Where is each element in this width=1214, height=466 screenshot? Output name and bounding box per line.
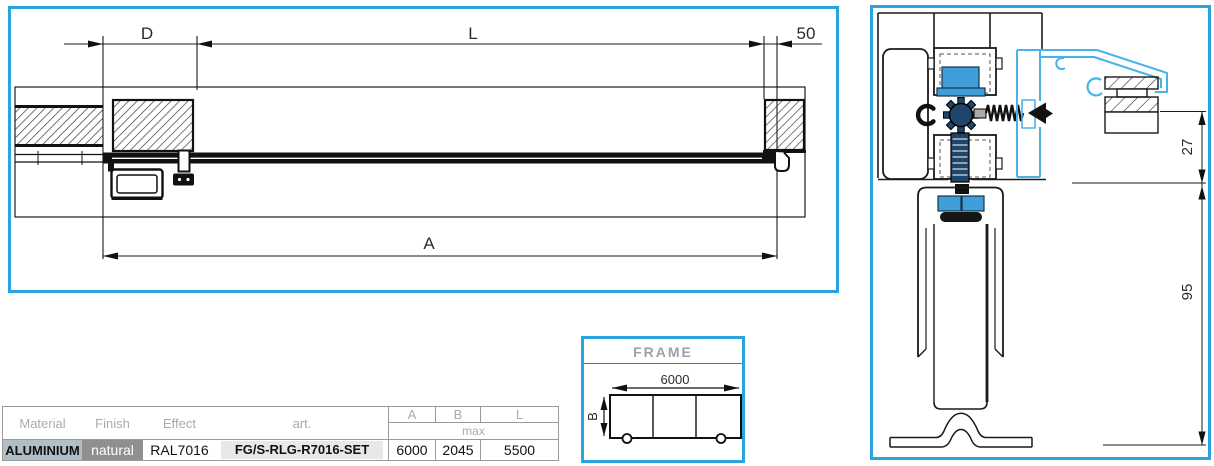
spec-table-left-section [3,407,388,460]
leaf-gasket-roller [938,196,984,222]
header-art: art. [292,415,312,431]
dim-label-b: B [585,412,600,421]
header-b: B [435,407,481,422]
value-art [216,440,388,460]
value-effect: RAL7016 [150,442,209,459]
dim-label-d: D [140,24,154,43]
value-a: 6000 [396,442,428,458]
spec-table-abl-values [389,439,558,460]
frame-schematic [610,395,741,438]
dim-label-l: L [468,24,478,43]
dim-label-50: 50 [796,24,816,43]
track-rail [15,151,775,165]
frame-box [583,338,744,462]
header-finish: Finish [95,415,130,431]
header-effect: Effect [162,415,196,431]
header-l: L [515,407,524,422]
header-max: max [389,422,558,439]
dim-label-a: A [423,234,435,253]
frame-gaskets [937,67,985,96]
wall-anchor-blocks [1105,77,1158,133]
spec-table [2,406,559,461]
frame-wheel-left [623,434,632,443]
frame-wheel-right [717,434,726,443]
value-b: 2045 [435,440,481,460]
section-detail-panel [872,7,1210,459]
header-material: Material [19,415,66,431]
article-code: FG/S-RLG-R7016-SET [221,441,383,459]
dim-label-27: 27 [1179,138,1196,156]
value-material: ALUMINIUM [3,440,82,460]
spec-table-data-row [3,439,388,460]
adjuster-gear [944,98,979,133]
spec-table-right-section [388,407,558,460]
spec-table-left-header [3,407,388,439]
header-a: A [407,407,417,422]
value-l: 5500 [503,442,536,458]
value-finish: natural [82,440,143,460]
dim-label-6000: 6000 [660,372,690,387]
spec-table-abl-header [389,407,558,422]
frame-box-title: FRAME [633,344,693,360]
plan-view-panel [10,8,838,292]
dim-label-95: 95 [1179,283,1196,301]
